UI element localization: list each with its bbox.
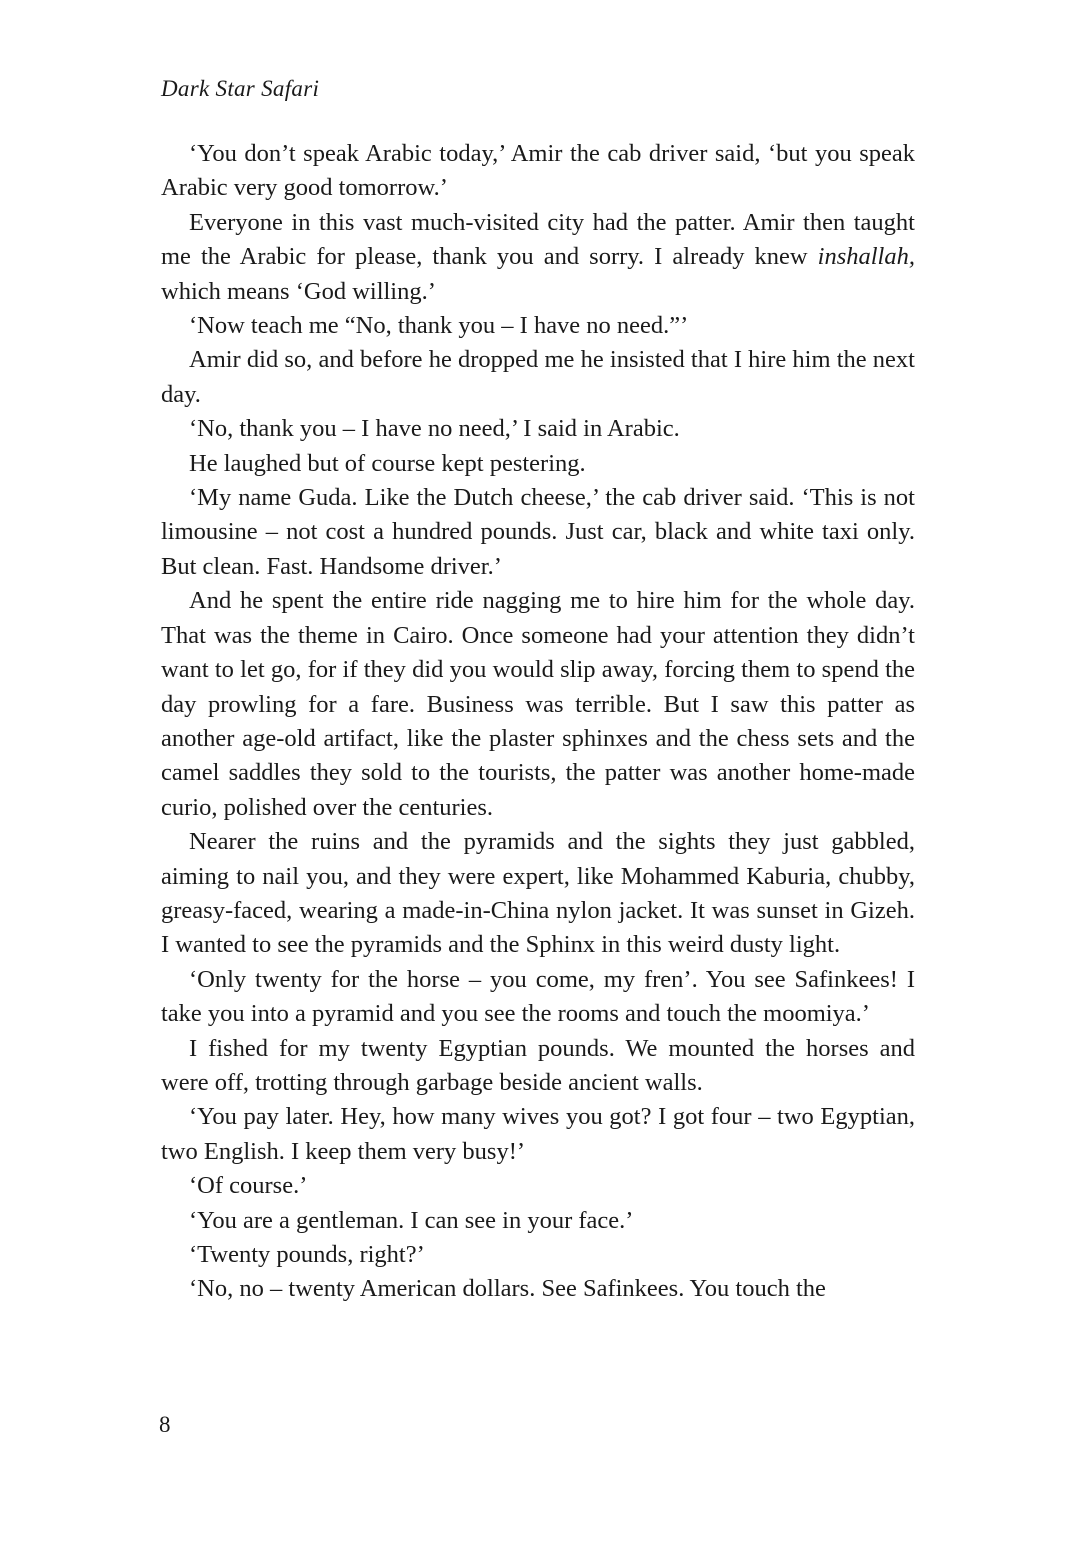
paragraph-2-text: Everyone in this vast much-visited city had the patter. Amir then taught me the Arabic for please, thank you and sorry. I already knew xyxy=(161,208,915,271)
paragraph-14: ‘You are a gentleman. I can see in your face.’ xyxy=(189,1206,634,1234)
paragraph-2 xyxy=(161,206,915,309)
running-head-title: Dark Star Safari xyxy=(161,76,320,101)
paragraph-11: I fished for my twenty Egyptian pounds. We mounted the horses and were off, trotting through garbage beside ancient walls. xyxy=(161,1034,915,1096)
page-number: 8 xyxy=(159,1412,171,1437)
paragraph-6: He laughed but of course kept pestering. xyxy=(189,449,586,477)
paragraph-10: ‘Only twenty for the horse – you come, my fren’. You see Safinkees! I take you into a pyramid and you see the rooms and touch the moomiya.’ xyxy=(161,965,915,1028)
paragraph-13: ‘Of course.’ xyxy=(189,1172,308,1200)
paragraph-5: ‘No, thank you – I have no need,’ I said in Arabic. xyxy=(189,415,680,443)
paragraph-4: Amir did so, and before he dropped me he insisted that I hire him the next day. xyxy=(161,346,915,408)
body-text xyxy=(161,137,915,1307)
paragraph-2-italic-word: inshallah, xyxy=(817,243,915,271)
paragraph-12: ‘You pay later. Hey, how many wives you got? I got four – two Egyptian, two English. I keep them very busy!’ xyxy=(161,1103,915,1165)
paragraph-1: ‘You don’t speak Arabic today,’ Amir the cab driver said, ‘but you speak Arabic very good tomorrow.’ xyxy=(161,140,915,202)
paragraph-16: ‘No, no – twenty American dollars. See Safinkees. You touch the xyxy=(189,1275,826,1303)
paragraph-8: And he spent the entire ride nagging me to hire him for the whole day. That was the theme in Cairo. Once someone had your attention they didn’t want to let go, for if they did you would slip away, forcing them to spend the day prowling for a fare. Business was terrible. But I saw this patter as another age-old artifact, like the plaster sphinxes and the chess sets and the camel saddles they sold to the tourists, the patter was another home-made curio, polished over the centuries. xyxy=(161,587,915,821)
paragraph-2-tail: which means ‘God willing.’ xyxy=(161,277,436,305)
paragraph-15: ‘Twenty pounds, right?’ xyxy=(189,1241,425,1268)
paragraph-3: ‘Now teach me “No, thank you – I have no need.”’ xyxy=(189,312,689,340)
paragraph-9: Nearer the ruins and the pyramids and the sights they just gabbled, aiming to nail you, and they were expert, like Mohammed Kaburia, chubby, greasy-faced, wearing a made-in-China nylon jacket. It was sunset in Gizeh. I wanted to see the pyramids and the Sphinx in this weird dusty light. xyxy=(161,828,915,959)
paragraph-7: ‘My name Guda. Like the Dutch cheese,’ the cab driver said. ‘This is not limousine – not cost a hundred pounds. Just car, black and white taxi only. But clean. Fast. Handsome driver.’ xyxy=(161,484,915,580)
